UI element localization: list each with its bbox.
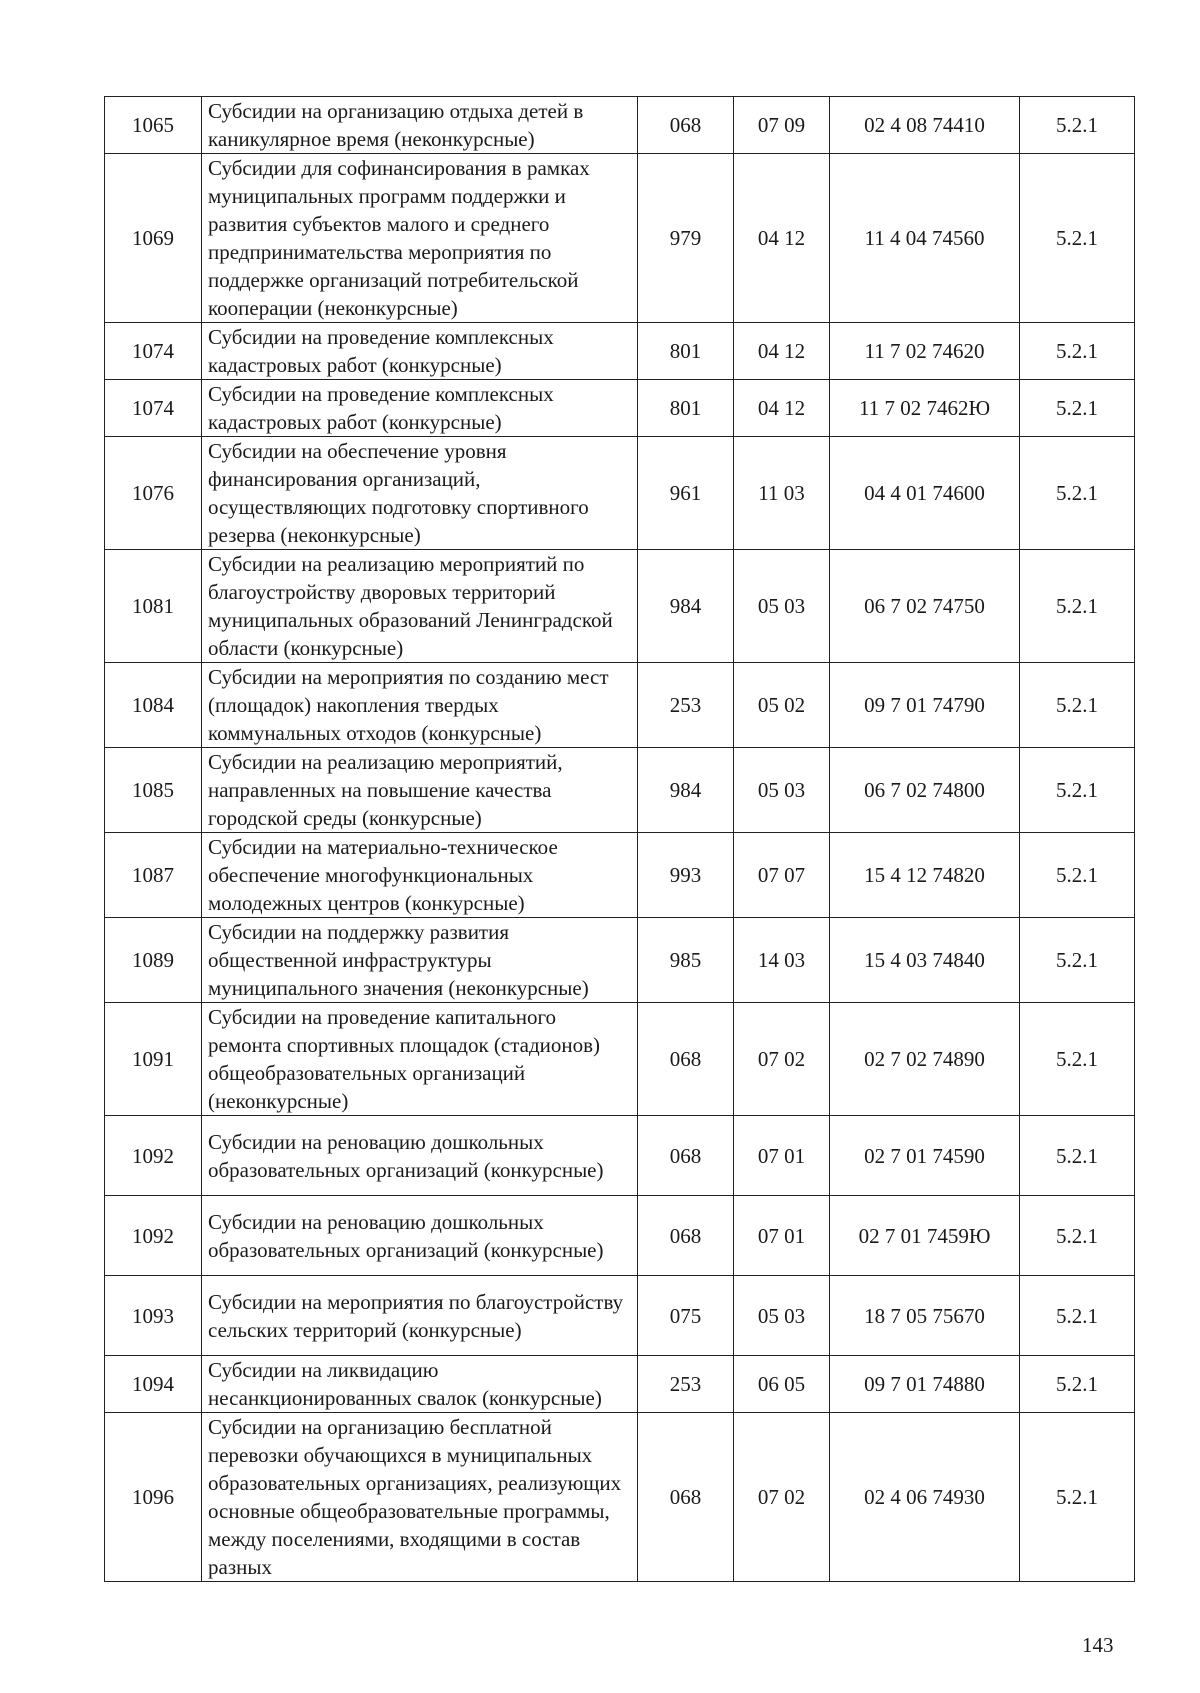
row-grbs-code: 068 — [638, 1196, 734, 1276]
table-row — [105, 437, 1135, 550]
row-section-code: 04 12 — [734, 323, 830, 380]
row-target-article: 11 7 02 7462Ю — [830, 380, 1020, 437]
row-section-code: 06 05 — [734, 1356, 830, 1413]
row-rule-ref: 5.2.1 — [1020, 97, 1135, 154]
row-target-article: 18 7 05 75670 — [830, 1276, 1020, 1356]
row-target-article: 02 7 01 7459Ю — [830, 1196, 1020, 1276]
row-name: Субсидии на реновацию дошкольных образовательных организаций (конкурсные) — [202, 1116, 638, 1196]
page-number: 143 — [1082, 1633, 1114, 1657]
row-name: Субсидии на проведение комплексных кадастровых работ (конкурсные) — [202, 323, 638, 380]
row-section-code: 07 01 — [734, 1116, 830, 1196]
row-rule-ref: 5.2.1 — [1020, 1196, 1135, 1276]
row-code: 1065 — [105, 97, 202, 154]
row-section-code: 05 03 — [734, 550, 830, 663]
row-grbs-code: 253 — [638, 663, 734, 748]
row-grbs-code: 068 — [638, 97, 734, 154]
row-code: 1076 — [105, 437, 202, 550]
row-grbs-code: 075 — [638, 1276, 734, 1356]
row-section-code: 05 03 — [734, 1276, 830, 1356]
table-row — [105, 918, 1135, 1003]
table-row — [105, 833, 1135, 918]
row-grbs-code: 253 — [638, 1356, 734, 1413]
row-target-article: 09 7 01 74790 — [830, 663, 1020, 748]
row-rule-ref: 5.2.1 — [1020, 748, 1135, 833]
row-code: 1089 — [105, 918, 202, 1003]
row-section-code: 14 03 — [734, 918, 830, 1003]
row-code: 1069 — [105, 154, 202, 323]
row-rule-ref: 5.2.1 — [1020, 1276, 1135, 1356]
row-grbs-code: 068 — [638, 1116, 734, 1196]
row-name: Субсидии на реализацию мероприятий по благоустройству дворовых территорий муниципальных образований Ленинградской области (конкурсные) — [202, 550, 638, 663]
row-code: 1092 — [105, 1196, 202, 1276]
row-name: Субсидии для софинансирования в рамках муниципальных программ поддержки и развития субъектов малого и среднего предпринимательства мероприятия по поддержке организаций потребительской кооперации (неконкурсные) — [202, 154, 638, 323]
row-section-code: 04 12 — [734, 154, 830, 323]
table-row — [105, 1356, 1135, 1413]
row-rule-ref: 5.2.1 — [1020, 1116, 1135, 1196]
row-name: Субсидии на организацию бесплатной перевозки обучающихся в муниципальных образовательных организациях, реализующих основные общеобразовательные программы, между поселениями, входящими в состав разных — [202, 1413, 638, 1582]
row-rule-ref: 5.2.1 — [1020, 1356, 1135, 1413]
row-grbs-code: 068 — [638, 1413, 734, 1582]
row-target-article: 02 4 06 74930 — [830, 1413, 1020, 1582]
row-code: 1096 — [105, 1413, 202, 1582]
row-code: 1094 — [105, 1356, 202, 1413]
table-row — [105, 550, 1135, 663]
row-name: Субсидии на обеспечение уровня финансирования организаций, осуществляющих подготовку спортивного резерва (неконкурсные) — [202, 437, 638, 550]
row-grbs-code: 979 — [638, 154, 734, 323]
row-code: 1085 — [105, 748, 202, 833]
row-target-article: 02 4 08 74410 — [830, 97, 1020, 154]
row-rule-ref: 5.2.1 — [1020, 1413, 1135, 1582]
row-name: Субсидии на проведение комплексных кадастровых работ (конкурсные) — [202, 380, 638, 437]
row-code: 1074 — [105, 323, 202, 380]
table-row — [105, 97, 1135, 154]
subsidies-table — [104, 96, 1135, 1582]
row-grbs-code: 801 — [638, 380, 734, 437]
row-target-article: 06 7 02 74750 — [830, 550, 1020, 663]
row-target-article: 02 7 02 74890 — [830, 1003, 1020, 1116]
row-grbs-code: 068 — [638, 1003, 734, 1116]
row-section-code: 11 03 — [734, 437, 830, 550]
row-name: Субсидии на мероприятия по созданию мест (площадок) накопления твердых коммунальных отходов (конкурсные) — [202, 663, 638, 748]
row-code: 1074 — [105, 380, 202, 437]
row-section-code: 07 02 — [734, 1413, 830, 1582]
row-code: 1091 — [105, 1003, 202, 1116]
row-grbs-code: 993 — [638, 833, 734, 918]
row-rule-ref: 5.2.1 — [1020, 154, 1135, 323]
table-row — [105, 380, 1135, 437]
row-grbs-code: 984 — [638, 550, 734, 663]
row-name: Субсидии на проведение капитального ремонта спортивных площадок (стадионов) общеобразовательных организаций (неконкурсные) — [202, 1003, 638, 1116]
row-rule-ref: 5.2.1 — [1020, 437, 1135, 550]
row-section-code: 07 02 — [734, 1003, 830, 1116]
row-target-article: 09 7 01 74880 — [830, 1356, 1020, 1413]
row-code: 1084 — [105, 663, 202, 748]
row-grbs-code: 984 — [638, 748, 734, 833]
row-rule-ref: 5.2.1 — [1020, 1003, 1135, 1116]
row-name: Субсидии на мероприятия по благоустройству сельских территорий (конкурсные) — [202, 1276, 638, 1356]
row-section-code: 07 09 — [734, 97, 830, 154]
row-name: Субсидии на поддержку развития общественной инфраструктуры муниципального значения (неконкурсные) — [202, 918, 638, 1003]
table-row — [105, 1003, 1135, 1116]
row-name: Субсидии на реализацию мероприятий, направленных на повышение качества городской среды (конкурсные) — [202, 748, 638, 833]
row-target-article: 02 7 01 74590 — [830, 1116, 1020, 1196]
row-section-code: 07 07 — [734, 833, 830, 918]
row-name: Субсидии на материально-техническое обеспечение многофункциональных молодежных центров (конкурсные) — [202, 833, 638, 918]
table-row — [105, 1196, 1135, 1276]
table-body — [105, 97, 1135, 1582]
row-target-article: 15 4 12 74820 — [830, 833, 1020, 918]
row-name: Субсидии на реновацию дошкольных образовательных организаций (конкурсные) — [202, 1196, 638, 1276]
row-grbs-code: 801 — [638, 323, 734, 380]
table-row — [105, 1276, 1135, 1356]
row-section-code: 04 12 — [734, 380, 830, 437]
table-row — [105, 748, 1135, 833]
row-rule-ref: 5.2.1 — [1020, 663, 1135, 748]
row-code: 1081 — [105, 550, 202, 663]
row-target-article: 15 4 03 74840 — [830, 918, 1020, 1003]
row-rule-ref: 5.2.1 — [1020, 833, 1135, 918]
row-code: 1093 — [105, 1276, 202, 1356]
row-section-code: 07 01 — [734, 1196, 830, 1276]
row-target-article: 06 7 02 74800 — [830, 748, 1020, 833]
table-row — [105, 663, 1135, 748]
row-grbs-code: 985 — [638, 918, 734, 1003]
row-rule-ref: 5.2.1 — [1020, 550, 1135, 663]
row-target-article: 11 4 04 74560 — [830, 154, 1020, 323]
row-rule-ref: 5.2.1 — [1020, 380, 1135, 437]
row-name: Субсидии на ликвидацию несанкционированных свалок (конкурсные) — [202, 1356, 638, 1413]
row-section-code: 05 03 — [734, 748, 830, 833]
row-target-article: 11 7 02 74620 — [830, 323, 1020, 380]
table-row — [105, 154, 1135, 323]
row-code: 1087 — [105, 833, 202, 918]
table-row — [105, 1413, 1135, 1582]
row-grbs-code: 961 — [638, 437, 734, 550]
row-name: Субсидии на организацию отдыха детей в каникулярное время (неконкурсные) — [202, 97, 638, 154]
row-rule-ref: 5.2.1 — [1020, 323, 1135, 380]
row-rule-ref: 5.2.1 — [1020, 918, 1135, 1003]
row-code: 1092 — [105, 1116, 202, 1196]
row-target-article: 04 4 01 74600 — [830, 437, 1020, 550]
row-section-code: 05 02 — [734, 663, 830, 748]
table-row — [105, 1116, 1135, 1196]
table-row — [105, 323, 1135, 380]
